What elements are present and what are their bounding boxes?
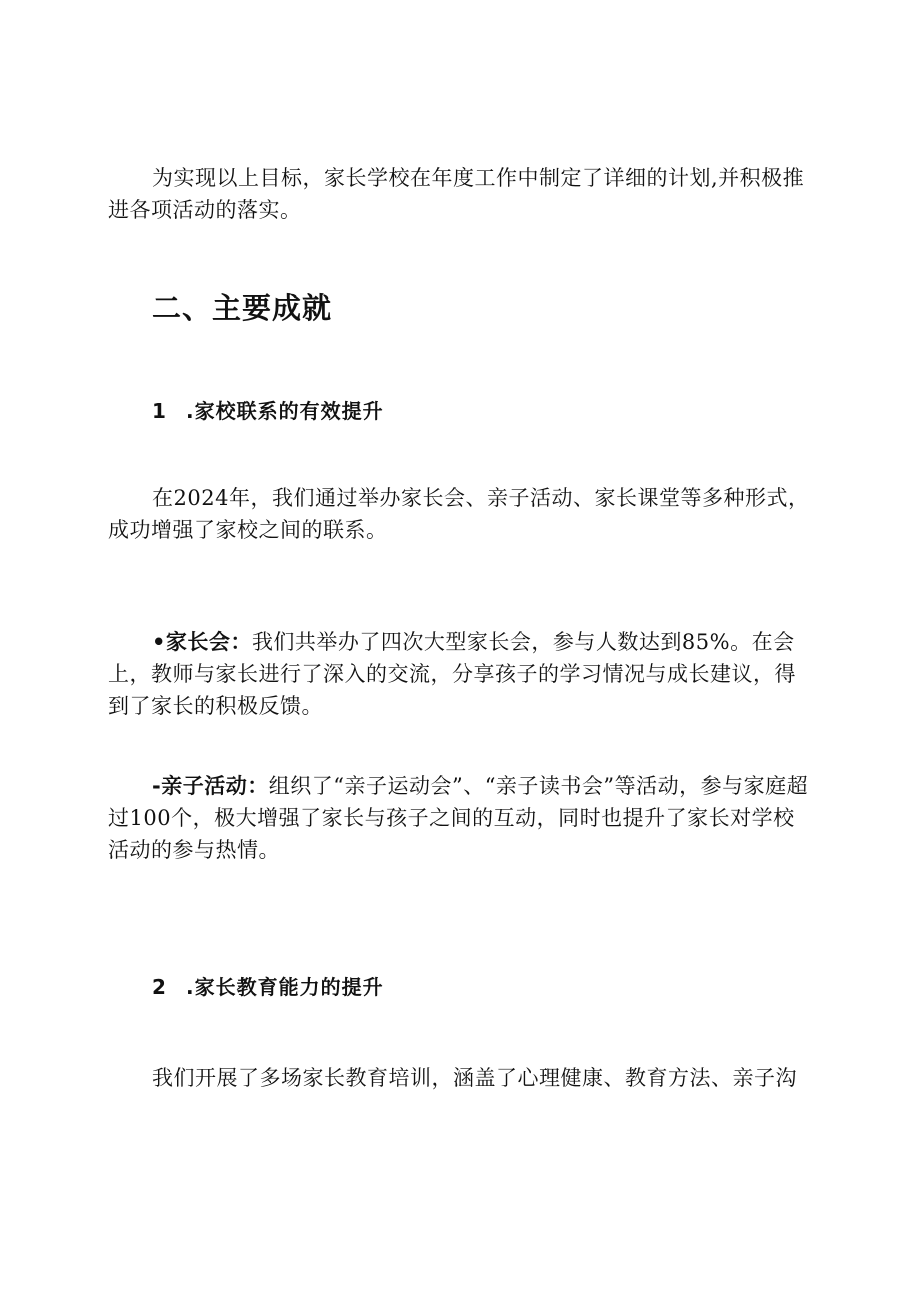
bullet-parent-child-activities: [108, 770, 813, 866]
bullet-parent-meeting: [108, 626, 813, 722]
subsection-heading-2: [152, 971, 384, 1000]
subsection-2-paragraph: 我们开展了多场家长教育培训，涵盖了心理健康、教育方法、亲子沟: [152, 1066, 797, 1090]
bullet-text: 我们共举办了四次大型家长会，参与人数达到85%。在会上，教师与家长进行了深入的交流，分享孩子的学习情况与成长建议，得到了家长的积极反馈。: [108, 630, 796, 718]
subsection-heading-1: [152, 395, 384, 424]
bullet-lead: •家长会：: [152, 630, 252, 654]
bullet-lead: -亲子活动：: [152, 774, 269, 798]
bullet-text: 组织了“亲子运动会”、“亲子读书会”等活动，参与家庭超过100个，极大增强了家长与孩子之间的互动，同时也提升了家长对学校活动的参与热情。: [108, 774, 809, 862]
section-heading-main-achievements: 二、主要成就: [152, 291, 333, 325]
subsection-title: .家校联系的有效提升: [186, 399, 384, 423]
subsection-1-paragraph: 在2024年，我们通过举办家长会、亲子活动、家长课堂等多种形式，成功增强了家校之间的联系。: [108, 486, 810, 542]
subsection-number: 1: [152, 399, 167, 423]
intro-paragraph: 为实现以上目标，家长学校在年度工作中制定了详细的计划,并积极推进各项活动的落实。: [108, 166, 805, 222]
subsection-title: .家长教育能力的提升: [186, 975, 384, 999]
subsection-number: 2: [152, 975, 167, 999]
